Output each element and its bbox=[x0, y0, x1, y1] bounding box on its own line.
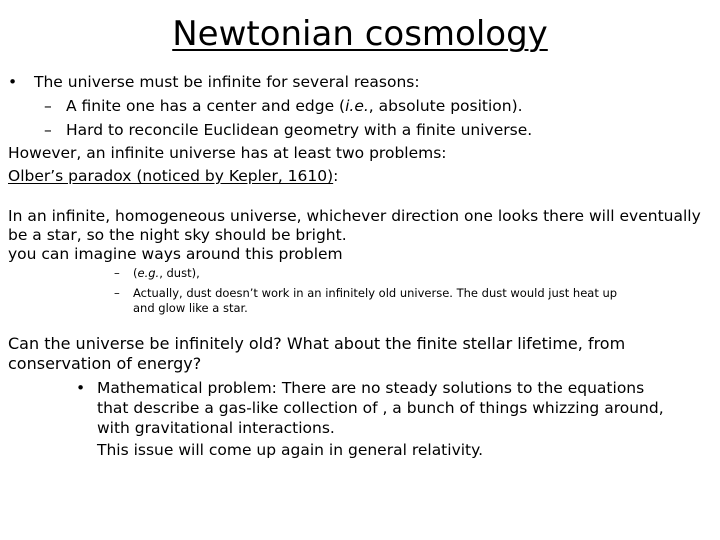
sub-item-dust-heat-cont: and glow like a star. bbox=[133, 301, 248, 315]
general-relativity-note: This issue will come up again in general relativity. bbox=[97, 441, 484, 459]
paragraph-line: conservation of energy? bbox=[8, 354, 202, 373]
however-line: However, an infinite universe has at least two problems: bbox=[8, 144, 447, 162]
paragraph-line: be a star, so the night sky should be bright. bbox=[8, 226, 347, 244]
dash-marker: – bbox=[114, 286, 120, 300]
dash-marker: – bbox=[44, 121, 52, 139]
olbers-heading: Olber’s paradox (noticed by Kepler, 1610): bbox=[8, 167, 339, 185]
dash-marker: – bbox=[44, 97, 52, 115]
bullet-text-infinite: The universe must be infinite for several reasons: bbox=[34, 73, 420, 91]
paragraph-line: you can imagine ways around this problem bbox=[8, 245, 343, 263]
bullet-marker: • bbox=[76, 379, 86, 397]
bullet-math-problem-cont: with gravitational interactions. bbox=[97, 419, 335, 437]
sub-item-dust: (e.g., dust), bbox=[133, 266, 200, 280]
sub-item-dust-heat: Actually, dust doesn’t work in an infinitely old universe. The dust would just heat up bbox=[133, 286, 618, 300]
bullet-math-problem-cont: that describe a gas-like collection of , a bunch of things whizzing around, bbox=[97, 399, 664, 417]
dash-marker: – bbox=[114, 266, 120, 280]
slide-title: Newtonian cosmology bbox=[172, 14, 548, 54]
ie-italic: i.e. bbox=[345, 97, 369, 115]
bullet-math-problem: Mathematical problem: There are no steady solutions to the equations bbox=[97, 379, 645, 397]
bullet-marker: • bbox=[8, 73, 18, 91]
eg-italic: e.g. bbox=[137, 266, 160, 280]
sub-item-finite-center: A finite one has a center and edge (i.e., absolute position). bbox=[66, 97, 523, 115]
paragraph-line: Can the universe be infinitely old? What about the finite stellar lifetime, from bbox=[8, 334, 626, 353]
paragraph-line: In an infinite, homogeneous universe, whichever direction one looks there will eventually bbox=[8, 207, 701, 225]
sub-item-euclidean: Hard to reconcile Euclidean geometry with a finite universe. bbox=[66, 121, 533, 139]
